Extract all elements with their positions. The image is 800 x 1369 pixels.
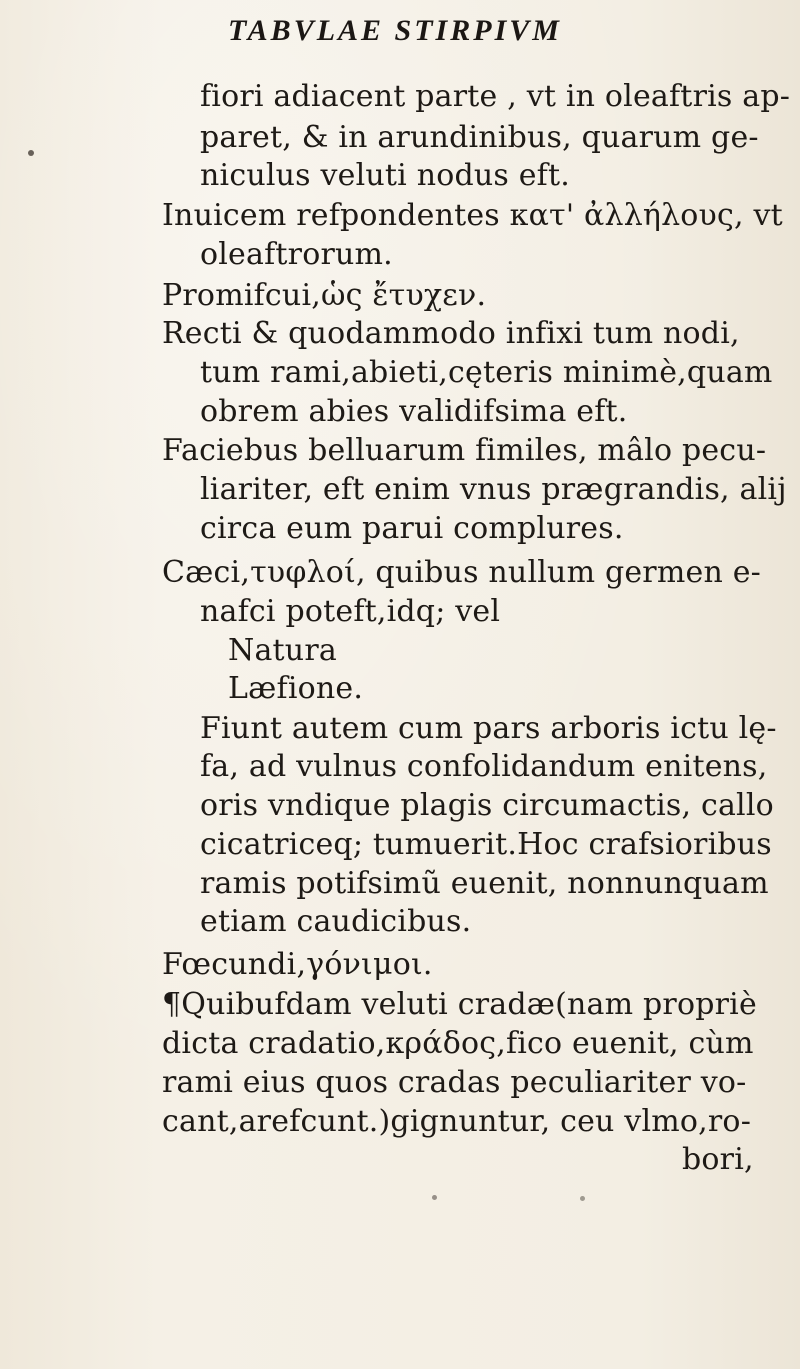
text-line-5: oleaftrorum. bbox=[200, 237, 393, 272]
ink-spot bbox=[28, 150, 34, 156]
ink-spot bbox=[432, 1195, 437, 1200]
text-line-27: cant,arefcunt.)gignuntur, ceu vlmo,ro- bbox=[162, 1104, 752, 1139]
running-head: TABVLAE STIRPIVM bbox=[228, 14, 562, 47]
text-line-25: dicta cradatio,κράδος,fico euenit, cùm bbox=[162, 1026, 754, 1061]
text-line-19: oris vndique plagis circumactis, callo bbox=[200, 788, 774, 823]
text-line-28: bori, bbox=[682, 1142, 754, 1177]
text-line-20: cicatriceq; tumuerit.Hoc crafsioribus bbox=[200, 827, 772, 862]
text-line-23: Fœcundi,γόνιμοι. bbox=[162, 947, 433, 982]
text-line-1: fiori adiacent parte , vt in oleaftris ap- bbox=[200, 79, 791, 114]
text-line-12: circa eum parui complures. bbox=[200, 511, 624, 546]
ink-spot bbox=[580, 1196, 585, 1201]
text-line-6: Promifcui,ὡς ἔτυχεν. bbox=[162, 278, 487, 313]
text-line-14: nafci poteft,idq; vel bbox=[200, 594, 501, 629]
text-line-10: Faciebus belluarum fimiles, mâlo pecu- bbox=[162, 433, 767, 468]
text-line-15: Natura bbox=[228, 633, 337, 668]
text-line-2: paret, & in arundinibus, quarum ge- bbox=[200, 120, 759, 155]
text-line-26: rami eius quos cradas peculiariter vo- bbox=[162, 1065, 747, 1100]
text-line-8: tum rami,abieti,cęteris minimè,quam bbox=[200, 355, 773, 390]
text-line-13: Cæci,τυφλοί, quibus nullum germen e- bbox=[162, 555, 761, 590]
text-line-3: niculus veluti nodus eft. bbox=[200, 158, 570, 193]
text-line-11: liariter, eft enim vnus prægrandis, alij bbox=[200, 472, 787, 507]
text-line-21: ramis potifsimũ euenit, nonnunquam bbox=[200, 866, 769, 901]
text-line-4: Inuicem refpondentes κατ' ἀλλήλους, vt bbox=[162, 198, 783, 233]
text-line-18: fa, ad vulnus confolidandum enitens, bbox=[200, 749, 768, 784]
text-line-22: etiam caudicibus. bbox=[200, 904, 472, 939]
text-line-17: Fiunt autem cum pars arboris ictu lę- bbox=[200, 711, 777, 746]
text-line-16: Læfione. bbox=[228, 671, 364, 706]
text-line-24: ¶Quibufdam veluti cradæ(nam propriè bbox=[162, 987, 757, 1022]
text-line-7: Recti & quodammodo infixi tum nodi, bbox=[162, 316, 740, 351]
text-line-9: obrem abies validifsima eft. bbox=[200, 394, 628, 429]
